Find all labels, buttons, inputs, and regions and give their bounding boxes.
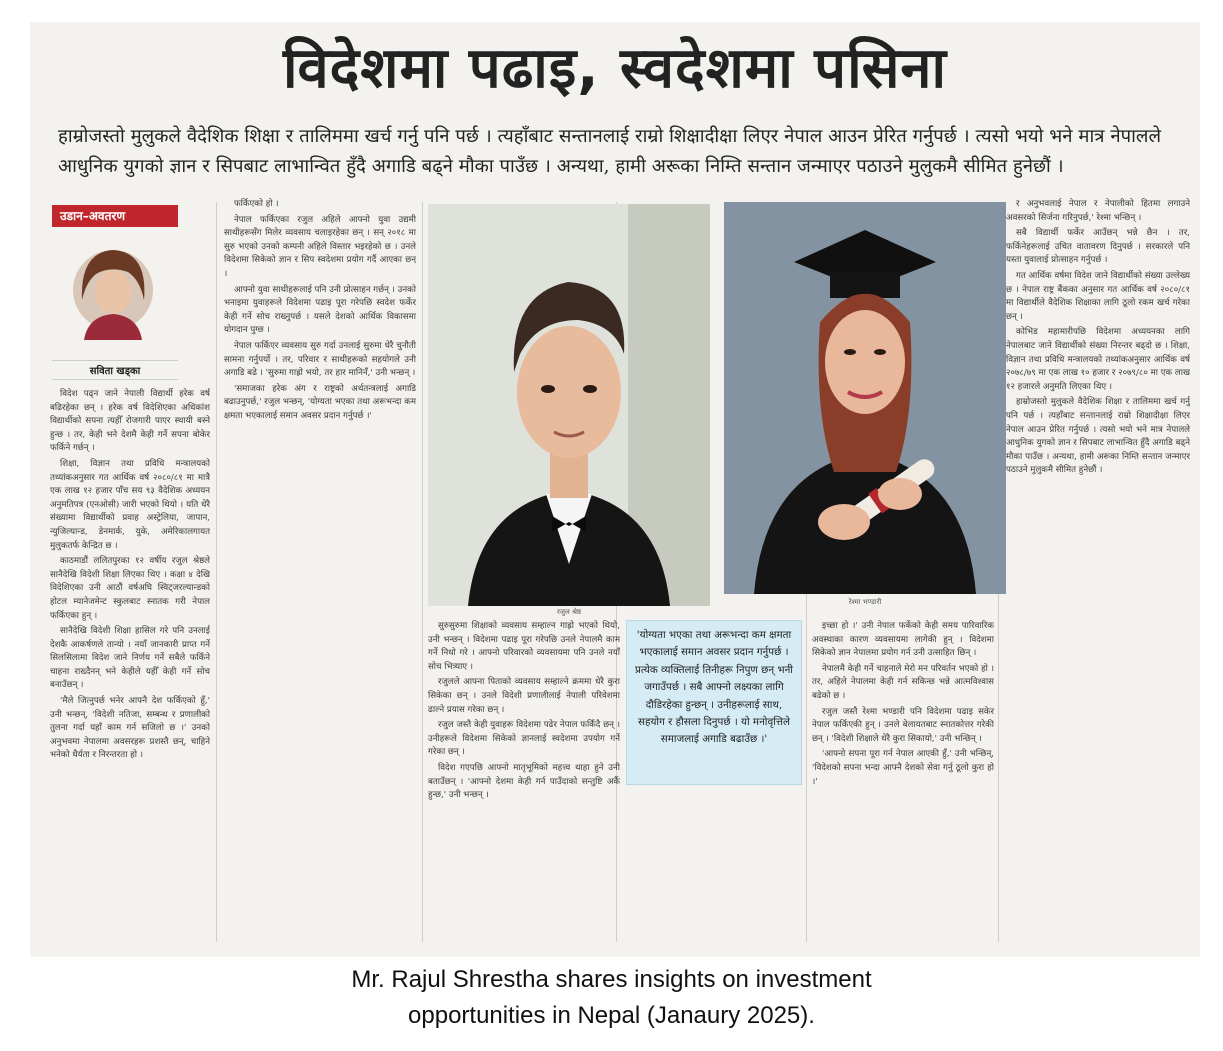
- paragraph: हाम्रोजस्तो मुलुकले वैदेशिक शिक्षा र तालिममा खर्च गर्नु पनि पर्छ । त्यहाँबाट सन्तानलाई राम्रो शिक्षादीक्षा लिएर नेपाल आउन प्रेरित गर्नुपर्छ । त्यसो भयो भने मात्र नेपालले आधुनिक युगको ज्ञान र सिपबाट लाभान्वित हुँदै अगाडि बढ्ने मौका पाउँछ । अन्यथा, हामी अरूका निम्ति सन्तान जन्माएर पठाउने मुलुकमै सीमित हुनेछौं ।: [1006, 397, 1190, 476]
- newspaper-clipping: [30, 22, 1200, 957]
- paragraph: र अनुभवलाई नेपाल र नेपालीको हितमा लगाउने अवसरको सिर्जना गरिनुपर्छ,' रेश्मा भन्छिन् ।: [1006, 199, 1190, 223]
- caption-line-1: Mr. Rajul Shrestha shares insights on investment: [351, 966, 872, 993]
- photo-caption: रजुल श्रेष्ठ: [556, 608, 582, 616]
- article-column-3: [428, 620, 620, 950]
- paragraph: 'समाजका हरेक अंग र राष्ट्रको अर्थतन्त्रलाई अगाडि बढाउनुपर्छ,' रजुल भन्छन्, 'योग्यता भएका तथा अरूभन्दा कम क्षमता भएकालाई समान अवसर प्रदान गर्नुपर्छ ।': [224, 383, 416, 421]
- article-column-2: [224, 198, 416, 948]
- paragraph: सबै विद्यार्थी फर्केर आउँछन् भन्ने छैन । तर, फर्किनेहरूलाई उचित वातावरण दिनुपर्छ । सरकारले पनि यस्ता युवालाई प्रोत्साहन गर्नुपर्छ ।: [1006, 228, 1190, 266]
- author-name: सविता खड्का: [52, 360, 178, 380]
- paragraph: रजुल जस्तै रेश्मा भण्डारी पनि विदेशमा पढाइ सकेर नेपाल फर्किएकी हुन् । उनले बेलायतबाट स्नातकोत्तर गरेकी छन् । 'विदेशी शिक्षाले धेरै कुरा सिकायो,' उनी भन्छिन् ।: [812, 706, 994, 744]
- paragraph: नेपालमै केही गर्ने चाहनाले मेरो मन परिवर्तन भएको हो । तर, अहिले नेपालमा केही गर्न सकिन्छ भन्ने आत्मविश्वास बढेको छ ।: [812, 663, 994, 701]
- paragraph: रजुल जस्तै केही युवाहरू विदेशमा पढेर नेपाल फर्किंदै छन् । उनीहरूले विदेशमा सिकेको ज्ञानलाई स्वदेशमा उपयोग गर्ने गरेका छन् ।: [428, 720, 620, 758]
- caption-line-2: opportunities in Nepal (Janaury 2025).: [408, 1002, 815, 1029]
- paragraph: नेपाल फर्किएर व्यवसाय सुरु गर्दा उनलाई सुरुमा धेरै चुनौती सामना गर्नुपर्यो । तर, परिवार र साथीहरूको सहयोगले उनी अगाडि बढे । 'सुरुमा गाह्रो भयो, तर हार मानिनँ,' उनी भन्छन् ।: [224, 340, 416, 379]
- column-rule: [216, 202, 217, 942]
- image-caption: [0, 962, 1223, 1034]
- paragraph: 'मैले जित्नुपर्छ भनेर आफ्नै देश फर्किएको हुँ,' उनी भन्छन्, 'विदेशी नतिजा, सम्बन्ध र प्रणालीको तुलना गर्दा यहाँ काम गर्न सजिलो छ ।' उनको अनुभवमा नेपालमा अवसरहरू प्रशस्तै छन्, चाहिने भनेको धैर्यता र निरन्तरता हो ।: [50, 696, 210, 761]
- article-headline: विदेशमा पढाइ, स्वदेशमा पसिना: [282, 36, 948, 101]
- photo-reshma-bhandari: [724, 202, 1006, 594]
- paragraph: नेपाल फर्किएका रजुल अहिले आफ्नो युवा उद्यमी साथीहरूसँग मिलेर व्यवसाय चलाइरहेका छन् । सन् २०१८ मा सुरु भएको उनको कम्पनी अहिले विस्तार भइरहेको छ । उनले विदेशमा सिकेको ज्ञान र सिप स्वदेशमा प्रयोग गर्दै आएका छन् ।: [224, 214, 416, 279]
- column-rule: [422, 202, 423, 942]
- paragraph: सुरुसुरुमा शिक्षाको व्यवसाय सम्हाल्न गाह्रो भएको थियो, उनी भन्छन् । विदेशमा पढाइ पूरा गरेपछि उनले नेपालमै काम गर्ने निधो गरे । आफ्नो परिवारको व्यवसायमा पनि उनले नयाँ सोच भित्र्याए ।: [428, 621, 620, 672]
- paragraph: इच्छा हो ।' उनी नेपाल फर्केको केही समय पारिवारिक अवस्थाका कारण व्यवसायमा लागेकी हुन् । विदेशमा सिकेको ज्ञान नेपालमा प्रयोग गर्न उनी उत्साहित छिन् ।: [812, 621, 994, 659]
- paragraph: शिक्षा, विज्ञान तथा प्रविधि मन्त्रालयको तथ्यांकअनुसार गत आर्थिक वर्ष २०८०/८१ मा मात्रै एक लाख १२ हजार पाँच सय ९३ वैदेशिक अध्ययन अनुमतिपत्र (एनओसी) जारी भएको थियो । यति धेरै संख्यामा विद्यार्थीको प्रवाह अस्ट्रेलिया, जापान, न्युजिल्यान्ड, डेनमार्क, युके, अमेरिकालगायत मुलुकतर्फ केन्द्रित छ ।: [50, 458, 210, 551]
- paragraph: आफ्नो युवा साथीहरूलाई पनि उनी प्रोत्साहन गर्छन् । उनको भनाइमा युवाहरूले विदेशमा पढाइ पूरा गरेपछि स्वदेश फर्केर केही गर्ने सोच राख्नुपर्छ । यसले देशको आर्थिक विकासमा योगदान पुग्छ ।: [224, 284, 416, 336]
- paragraph: फर्किएको हो ।: [234, 199, 279, 209]
- photo-caption: रेश्मा भण्डारी: [848, 598, 882, 606]
- paragraph: कोभिड महामारीपछि विदेशमा अध्ययनका लागि नेपालबाट जाने विद्यार्थीको संख्या निरन्तर बढ्दो छ । शिक्षा, विज्ञान तथा प्रविधि मन्त्रालयको तथ्यांकअनुसार आर्थिक वर्ष २०७८/७९ मा एक लाख १० हजार र २०७९/८० मा एक लाख १२ हजारले अनुमति लिएका थिए ।: [1006, 327, 1190, 392]
- pull-quote: 'योग्यता भएका तथा अरूभन्दा कम क्षमता भएकालाई समान अवसर प्रदान गर्नुपर्छ । प्रत्येक व्यक्तिलाई तिनीहरू निपुण छन् भनी जगाउँपर्छ । सबै आफ्नो लक्ष्यका लागि दौडिरहेका हुन्छन् । उनीहरूलाई साथ, सहयोग र हौसला दिनुपर्छ । यो मनोवृत्तिले समाजलाई अगाडि बढाउँछ ।': [626, 620, 802, 785]
- column-label-badge: उडान–अवतरण: [52, 205, 178, 227]
- photo-rajul-shrestha: [428, 204, 710, 606]
- article-column-5: [1006, 198, 1190, 948]
- article-standfirst: हाम्रोजस्तो मुलुकले वैदेशिक शिक्षा र तालिममा खर्च गर्नु पनि पर्छ । त्यहाँबाट सन्तानलाई राम्रो शिक्षादीक्षा लिएर नेपाल आउन प्रेरित गर्नुपर्छ । त्यसो भयो भने मात्र नेपालले आधुनिक युगको ज्ञान र सिपबाट लाभान्वित हुँदै अगाडि बढ्ने मौका पाउँछ । अन्यथा, हामी अरूका निम्ति सन्तान जन्माएर पठाउने मुलुकमै सीमित हुनेछौं ।: [58, 126, 1161, 177]
- paragraph: विदेश पढ्न जाने नेपाली विद्यार्थी हरेक वर्ष बढिरहेका छन् । हरेक वर्ष विदेशिएका अधिकांश विद्यार्थीको सपना त्यहीँ रोजगारी पाएर स्थायी बस्ने हुन्छ । तर, केही भने देशमै केही गर्ने सपना बोकेर फर्किने गर्छन् ।: [50, 389, 210, 454]
- paragraph: काठमाडौं ललितपुरका १२ वर्षीय रजुल श्रेष्ठले सानैदेखि विदेशी शिक्षा लिएका थिए । कक्षा ४ देखि विदेशिएका उनी आठौं वर्षअघि स्विट्जरल्यान्डको होटल म्यानेजमेन्ट स्कुलबाट स्नातक गरी नेपाल फर्किएका हुन् ।: [50, 556, 210, 621]
- author-photo: [70, 240, 156, 340]
- paragraph: 'आफ्नो सपना पूरा गर्न नेपाल आएकी हुँ,' उनी भन्छिन्, 'विदेशको सपना भन्दा आफ्नै देशको सेवा गर्नु ठूलो कुरा हो ।': [812, 749, 994, 787]
- paragraph: गत आर्थिक वर्षमा विदेश जाने विद्यार्थीको संख्या उल्लेख्य छ । नेपाल राष्ट्र बैंकका अनुसार गत आर्थिक वर्ष २०८०/८१ मा विद्यार्थीले वैदेशिक शिक्षाका लागि ठूलो रकम खर्च गरेका छन् ।: [1006, 270, 1190, 322]
- article-column-4: [812, 620, 994, 950]
- paragraph: विदेश गएपछि आफ्नो मातृभूमिको महत्त्व थाहा हुने उनी बताउँछन् । 'आफ्नो देशमा केही गर्न पाउँदाको सन्तुष्टि अर्कै हुन्छ,' उनी भन्छन् ।: [428, 762, 620, 801]
- paragraph: रजुलले आफ्ना पिताको व्यवसाय सम्हाल्ने क्रममा धेरै कुरा सिकेका छन् । उनले विदेशी प्रणालीलाई नेपाली परिवेशमा ढाल्ने प्रयास गरेका छन् ।: [428, 677, 620, 715]
- paragraph: सानैदेखि विदेशी शिक्षा हासिल गरे पनि उनलाई देशकै आकर्षणले तान्यो । नयाँ जानकारी प्राप्त गर्ने सिलसिलामा विदेश जाने निर्णय गर्ने सबैले फर्किने चाहना राख्दैनन् भने केहीले यहीँ केही गर्ने सोच बनाउँछन् ।: [50, 626, 210, 691]
- article-column-1: [50, 388, 210, 948]
